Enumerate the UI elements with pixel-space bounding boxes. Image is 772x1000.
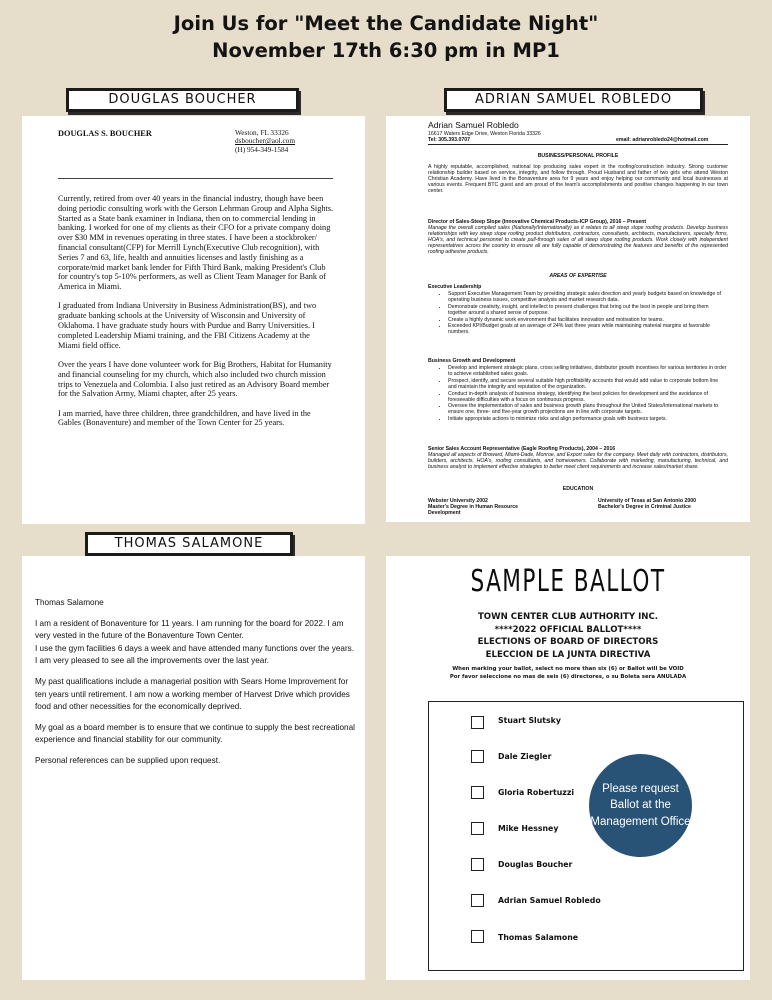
douglas-contact (235, 129, 295, 154)
education-line: Master's Degree in Human Resource (428, 504, 519, 511)
adrian-phone: Tel: 305.393.0707 (428, 137, 471, 143)
list-item: • Exceeded KPI/Budget goals at an average of 24% last three years while maintaining material margins at favorable numbers. (448, 323, 728, 335)
education-line: University of Texas at San Antonio 2000 (598, 498, 697, 504)
exec-list (428, 291, 728, 336)
adrian-resume (386, 116, 750, 522)
douglas-resume (22, 116, 365, 524)
ballot-candidate-name: Thomas Salamone (498, 933, 579, 942)
list-item: • Demonstrate creativity, insight, and intellect to present challenges that bring out the best in people and bring them together around a shared sense of purpose. (448, 304, 728, 316)
ballot-checkbox[interactable] (471, 822, 484, 835)
ballot-year: ****2022 OFFICIAL BALLOT**** (494, 624, 642, 635)
ballot-candidate-name: Adrian Samuel Robledo (498, 896, 601, 905)
thomas-paragraph: My past qualifications include a managerial position with Sears Home Improvement for ten years until retirement. I am now a working member of Harvest Drive which provides food and other necessities for the economically deprived. (35, 676, 350, 712)
thomas-paragraph: I am a resident of Bonaventure for 11 years. I am running for the board for 2022. I am very vested in the future of the Bonaventure Town Center. I use the gym facilities 6 days a week and have attended many functions over the years. I am very pleased to see all the improvements over the last year. (35, 618, 355, 666)
ballot-candidate-name: Mike Hessney (498, 824, 559, 833)
list-item: • Conduct in-depth analysis of business strategy, identifying the best policies for development and the avoidance of foreseeable difficulties with a focus on continuous progress. (448, 391, 728, 403)
adrian-name: Adrian Samuel Robledo (428, 120, 519, 130)
ballot-candidate-name: Douglas Boucher (498, 860, 573, 869)
education-line: Bachelor's Degree in Criminal Justice (598, 504, 691, 511)
role1-description: Manage the overall compiled sales (Nationally/Internationally) as it relates to all steep slope roofing products. Develop business relationships with key steep slope roofing product distributors, contractors, consultants, architects, manufacturers, specialty firms, HOA's, and technical personnel to create pull-through sales of all steep slope roofing products. Work closely with independent representatives across the country to ensure all are fully capable of demonstrating the features and benefits of the represented roofing adhesive products. (428, 225, 728, 256)
growth-heading: Business Growth and Development (428, 358, 516, 364)
sample-ballot (386, 556, 750, 980)
label-douglas: DOUGLAS BOUCHER (66, 88, 299, 112)
list-item: • Support Executive Management Team by providing strategic sales direction and yearly budgets based on knowledge of operating business issues, competitive analysis and market research data. (448, 291, 728, 303)
growth-list (428, 365, 728, 423)
ballot-header (386, 611, 750, 662)
douglas-paragraph: Over the years I have done volunteer work for Big Brothers, Habitat for Humanity and financial counseling for my church, which also included two church mission trips to Venezuela and Colombia. I also just retired as an Advisory Board member for the Salvation Army, Miami chapter, after 25 years. (58, 359, 332, 399)
profile-heading: BUSINESS/PERSONAL PROFILE (537, 153, 619, 159)
douglas-paragraph: I am married, have three children, three grandchildren, and have lived in the Gables (Bonaventure) and member of the Town Center for 25 years. (58, 408, 311, 428)
expertise-heading: AREAS OF EXPERTISE (549, 273, 607, 279)
divider (58, 178, 333, 179)
list-item: • Develop and implement strategic plans, cross selling initiatives, distributor growth incentives for various territories in order to achieve established sales goals. (448, 365, 728, 377)
role1-title: Director of Sales-Steep Slope (Innovative Chemical Products-ICP Group), 2016 – Present (428, 219, 647, 225)
ballot-org: TOWN CENTER CLUB AUTHORITY INC. (477, 612, 659, 622)
thomas-paragraph: Thomas Salamone (35, 598, 104, 607)
ballot-checkbox[interactable] (471, 716, 484, 729)
list-item: • Create a highly dynamic work environment that facilitates innovation and motivation for teams. (448, 317, 728, 323)
ballot-checkbox[interactable] (471, 858, 484, 871)
label-thomas: THOMAS SALAMONE (85, 532, 293, 556)
label-adrian: ADRIAN SAMUEL ROBLEDO (444, 88, 703, 112)
douglas-bio (58, 194, 334, 438)
ballot-elections-es: ELECCION DE LA JUNTA DIRECTIVA (485, 650, 651, 661)
education-line: Webster University 2002 (428, 498, 488, 504)
request-ballot-badge: Please request Ballot at the Management Office (589, 754, 692, 857)
douglas-name: DOUGLAS S. BOUCHER (58, 129, 152, 138)
list-item: • Initiate appropriate actions to minimize risks and align performance goals with business targets. (448, 416, 728, 422)
instruction-en: When marking your ballot, select no more than six (6) or Ballot will be VOID (452, 666, 684, 672)
list-item: • Prospect, identify, and secure several suitable high profitability accounts that would add value to corporate bottom line and maintain the integrity and reputation of the organization. (448, 378, 728, 390)
ballot-candidate-name: Stuart Slutsky (498, 716, 561, 725)
ballot-elections-en: ELECTIONS OF BOARD OF DIRECTORS (477, 637, 659, 648)
ballot-instructions (386, 665, 750, 681)
ballot-checkbox[interactable] (471, 930, 484, 943)
douglas-paragraph: I graduated from Indiana University in Business Administration(BS), and two graduate banking schools at the University of Wisconsin and University of Oklahoma. I have graduate study hours with Purdue and Barry Universities. I completed Leadership Miami training, and the FBI Citizens Academy at the Miami field office. (58, 301, 317, 350)
douglas-phone: (H) 954-349-1584 (235, 144, 289, 154)
ballot-candidate-name: Dale Ziegler (498, 752, 552, 761)
divider (428, 144, 728, 145)
instruction-es: Por favor seleccione no mas de seis (6) directores, o su Boleta sera ANULADA (449, 674, 687, 680)
ballot-checkbox[interactable] (471, 894, 484, 907)
thomas-paragraph: My goal as a board member is to ensure that we continue to supply the best recreational experience and financial stability for our community. (35, 722, 355, 745)
event-date: November 17th 6:30 pm in MP1 (212, 39, 560, 62)
adrian-address: 16617 Waters Edge Drive, Weston Florida 33326 (428, 131, 541, 137)
ballot-checkbox[interactable] (471, 786, 484, 799)
event-title: Join Us for "Meet the Candidate Night" (173, 12, 599, 35)
profile-text: A highly reputable, accomplished, national top producing sales expert in the roofing/construction industry. Strong customer relationship builder based on service, integrity, and follow through. Proud Husband and father of two girls who attend Weston Christian Academy. Have lived in the Bonaventure area for 9 years and enjoy helping our community and local businesses at various events. Frequent BTC guest and am proud of the team's accomplishments and positive changes happening in our town center. (428, 164, 728, 195)
douglas-email[interactable]: dsboucher@aol.com (235, 136, 296, 146)
adrian-email: email: adrianrobledo24@hotmail.com (616, 137, 709, 143)
ballot-title: SAMPLE BALLOT (470, 564, 666, 599)
event-header (0, 10, 772, 64)
douglas-city: Weston, FL 33326 (235, 128, 289, 137)
ballot-checkbox[interactable] (471, 750, 484, 763)
thomas-paragraph: Personal references can be supplied upon request. (35, 755, 221, 765)
thomas-statement (22, 556, 365, 980)
role2-title: Senior Sales Account Representative (Eagle Roofing Products), 2004 – 2016 (428, 446, 616, 452)
thomas-bio (35, 597, 357, 776)
ballot-candidate-name: Gloria Robertuzzi (498, 788, 575, 797)
education-heading: EDUCATION (562, 486, 594, 492)
education-left (428, 498, 518, 516)
education-right (598, 498, 696, 510)
education-line: Development (428, 510, 461, 517)
douglas-paragraph: Currently, retired from over 40 years in the financial industry, though have been doing periodic consulting work with the Gerson Lehrman Group and Alpha Sights. Started as a State bank examiner in Indiana, then on to commercial lending in banking. I worked for one of my clients as their CFO for a private company doing over $30 MM in revenues operating in three states. I have been a stockbroker/ financial consultant(CFP) for Merrill Lynch(Executive Club recognition), with Series 7 and 63, life, health and annuities licenses and lastly finishing as a corporate/mid market bank lender for Fifth Third Bank, making President's Club for country's top 5-10% performers, as well as Client Team Manager for Bank of America in Miami. (58, 194, 334, 292)
role2-description: Managed all aspects of Broward, Miami-Dade, Monroe, and Export sales for the company. Meet daily with contractors, distributors, builders, architects, HOA's, roofing consultants, and homeowners. Collaborate with marketing, manufacturing, technical, and business analyst to implement effective strategies to better meet client requirements and increase sales/market share. (428, 452, 728, 471)
exec-heading: Executive Leadership (428, 284, 482, 290)
list-item: • Oversee the implementation of sales and business growth plans throughout the United States/International markets to ensure one, three- and five-year growth projections are in line with corporate targets. (448, 403, 728, 415)
